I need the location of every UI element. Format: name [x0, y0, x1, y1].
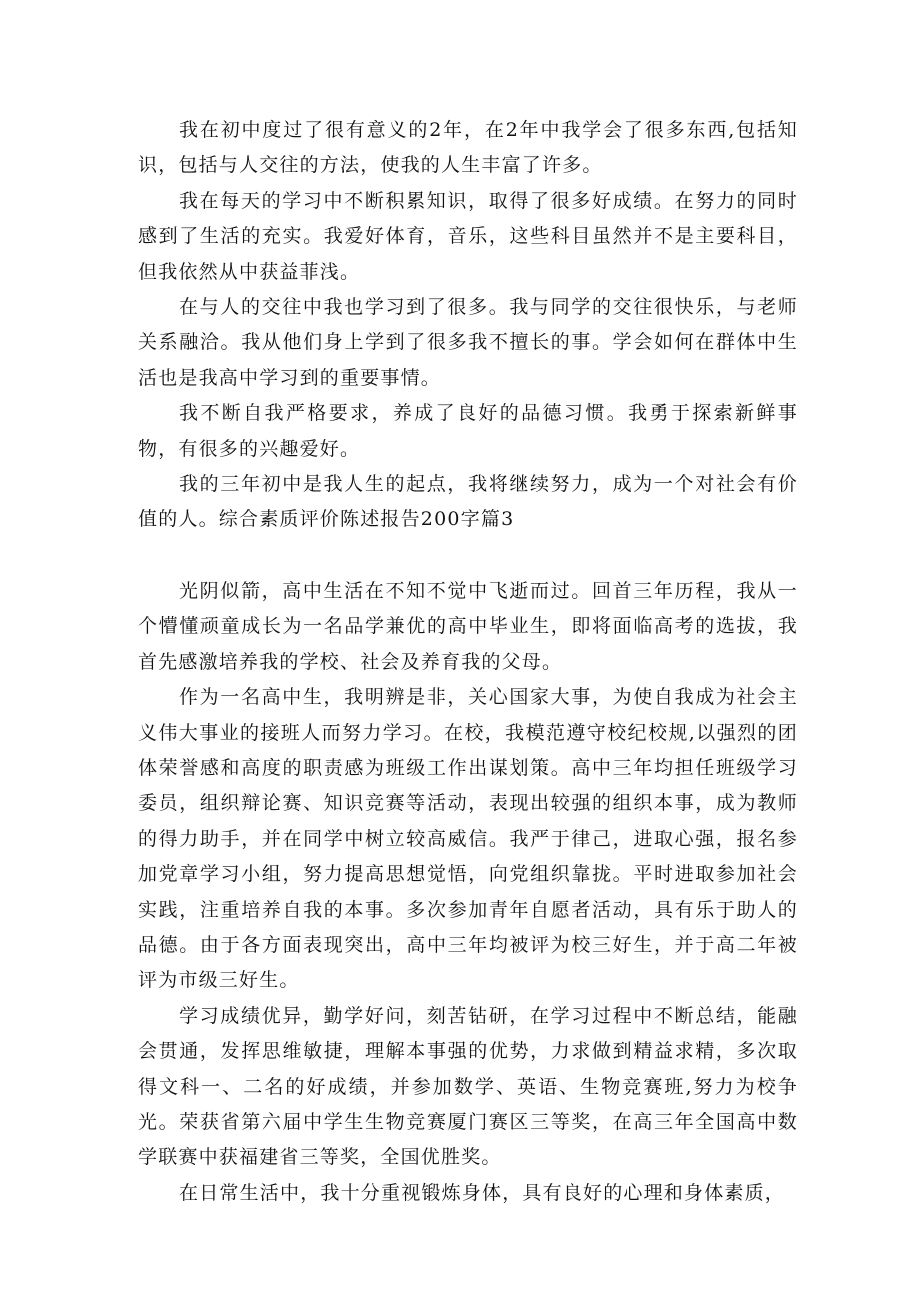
- paragraph-8: 学习成绩优异，勤学好问，刻苦钻研，在学习过程中不断总结，能融会贯通，发挥思维敏捷，理解本事强的优势，力求做到精益求精，多次取得文科一、二名的好成绩，并参加数学、英语、生物竞赛班,努力为校争光。荣获省第六届中学生生物竞赛厦门赛区三等奖，在高三年全国高中数学联赛中获福建省三等奖，全国优胜奖。: [138, 1004, 798, 1169]
- paragraph-5: 我的三年初中是我人生的起点，我将继续努力，成为一个对社会有价值的人。综合素质评价陈述报告200字篇3: [138, 473, 798, 531]
- paragraph-4: 我不断自我严格要求，养成了良好的品德习惯。我勇于探索新鲜事物，有很多的兴趣爱好。: [138, 402, 798, 460]
- section-gap: [138, 538, 798, 574]
- paragraph-6: 光阴似箭，高中生活在不知不觉中飞逝而过。回首三年历程，我从一个懵懂顽童成长为一名品学兼优的高中毕业生，即将面临高考的选拔，我首先感激培养我的学校、社会及养育我的父母。: [138, 579, 798, 673]
- paragraph-9: 在日常生活中，我十分重视锻炼身体，具有良好的心理和身体素质，: [179, 1181, 786, 1204]
- paragraph-2: 我在每天的学习中不断积累知识，取得了很多好成绩。在努力的同时感到了生活的充实。我爱好体育，音乐，这些科目虽然并不是主要科目，但我依然从中获益菲浅。: [138, 189, 798, 283]
- paragraph-7: 作为一名高中生，我明辨是非，关心国家大事，为使自我成为社会主义伟大事业的接班人而努力学习。在校，我模范遵守校纪校规,以强烈的团体荣誉感和高度的职责感为班级工作出谋划策。高中三年均担任班级学习委员，组织辩论赛、知识竞赛等活动，表现出较强的组织本事，成为教师的得力助手，并在同学中树立较高威信。我严于律己，进取心强，报名参加党章学习小组，努力提高思想觉悟，向党组织靠拢。平时进取参加社会实践，注重培养自我的本事。多次参加青年自愿者活动，具有乐于助人的品德。由于各方面表现突出，高中三年均被评为校三好生，并于高二年被评为市级三好生。: [138, 686, 798, 992]
- document-body: [138, 113, 798, 1211]
- paragraph-1: 我在初中度过了很有意义的2年，在2年中我学会了很多东西,包括知识，包括与人交往的方法，使我的人生丰富了许多。: [138, 119, 798, 177]
- paragraph-3: 在与人的交往中我也学习到了很多。我与同学的交往很快乐，与老师关系融洽。我从他们身上学到了很多我不擅长的事。学会如何在群体中生活也是我高中学习到的重要事情。: [138, 296, 798, 389]
